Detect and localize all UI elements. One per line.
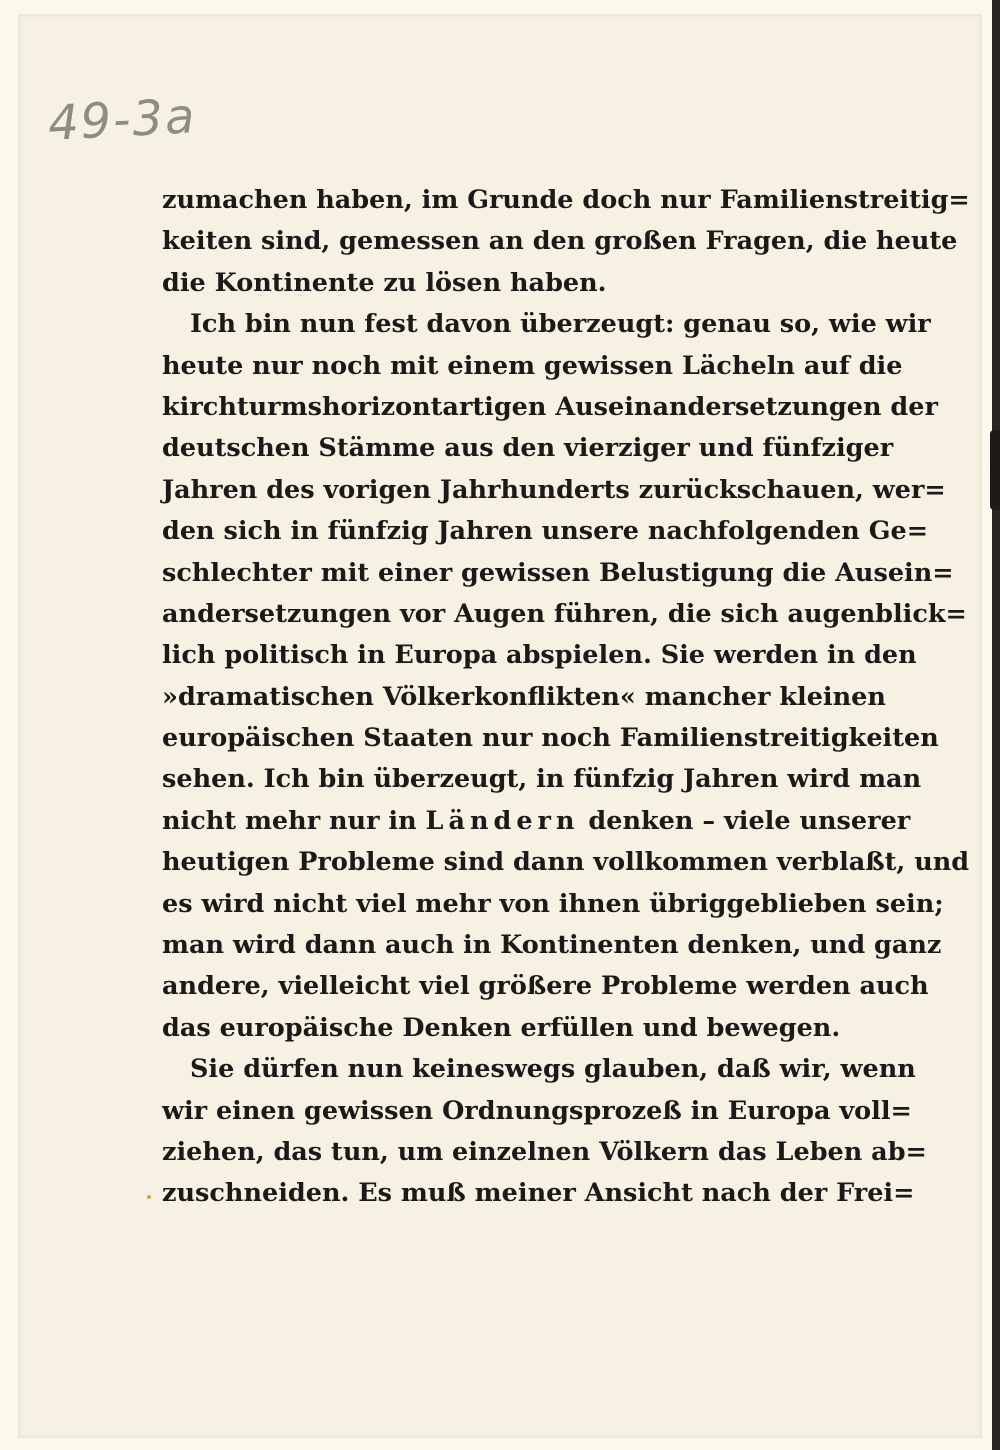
text-segment: denken – viele unserer (579, 805, 911, 836)
text-line-emphasis (162, 801, 911, 842)
text-line: wir einen gewissen Ordnungsprozeß in Europa voll= (162, 1095, 912, 1126)
text-line: Ich bin nun fest davon überzeugt: genau so, wie wir (190, 309, 931, 340)
scan-edge (992, 0, 1000, 1450)
text-line: das europäische Denken erfüllen und bewegen. (162, 1012, 841, 1043)
text-line: die Kontinente zu lösen haben. (162, 267, 607, 298)
text-line: es wird nicht viel mehr von ihnen übriggeblieben sein; (162, 888, 944, 919)
text-line: den sich in fünfzig Jahren unsere nachfolgenden Ge= (162, 516, 929, 547)
text-line: man wird dann auch in Kontinenten denken, und ganz (162, 930, 942, 961)
ink-speck (147, 1195, 151, 1199)
handwritten-page-reference: 49-3a (46, 88, 198, 152)
text-line: andere, vielleicht viel größere Probleme werden auch (162, 971, 929, 1002)
spaced-emphasis-word: Ländern (425, 805, 580, 836)
text-line: zumachen haben, im Grunde doch nur Familienstreitig= (162, 185, 970, 215)
binding-notch (990, 470, 1000, 510)
text-line: ziehen, das tun, um einzelnen Völkern das Leben ab= (162, 1136, 927, 1167)
text-line: Sie dürfen nun keineswegs glauben, daß wir, wenn (190, 1054, 916, 1085)
text-line: europäischen Staaten nur noch Familienstreitigkeiten (162, 723, 939, 754)
text-line: schlechter mit einer gewissen Belustigung die Ausein= (162, 557, 954, 588)
text-segment: nicht mehr nur in (162, 805, 426, 836)
text-line: zuschneiden. Es muß meiner Ansicht nach der Frei= (162, 1178, 915, 1209)
text-line: »dramatischen Völkerkonflikten« mancher kleinen (162, 681, 886, 712)
text-line: Jahren des vorigen Jahrhunderts zurückschauen, wer= (162, 474, 946, 505)
text-line: andersetzungen vor Augen führen, die sich augenblick= (162, 598, 967, 629)
text-line: heutigen Probleme sind dann vollkommen verblaßt, und (162, 847, 970, 878)
body-text (162, 180, 970, 1215)
text-line: sehen. Ich bin überzeugt, in fünfzig Jahren wird man (162, 764, 922, 795)
text-line: lich politisch in Europa abspielen. Sie werden in den (162, 640, 917, 671)
text-line: keiten sind, gemessen an den großen Fragen, die heute (162, 226, 958, 257)
text-line: deutschen Stämme aus den vierziger und fünfziger (162, 433, 894, 464)
text-line: kirchturmshorizontartigen Auseinandersetzungen der (162, 391, 938, 422)
text-line: heute nur noch mit einem gewissen Lächeln auf die (162, 350, 903, 381)
